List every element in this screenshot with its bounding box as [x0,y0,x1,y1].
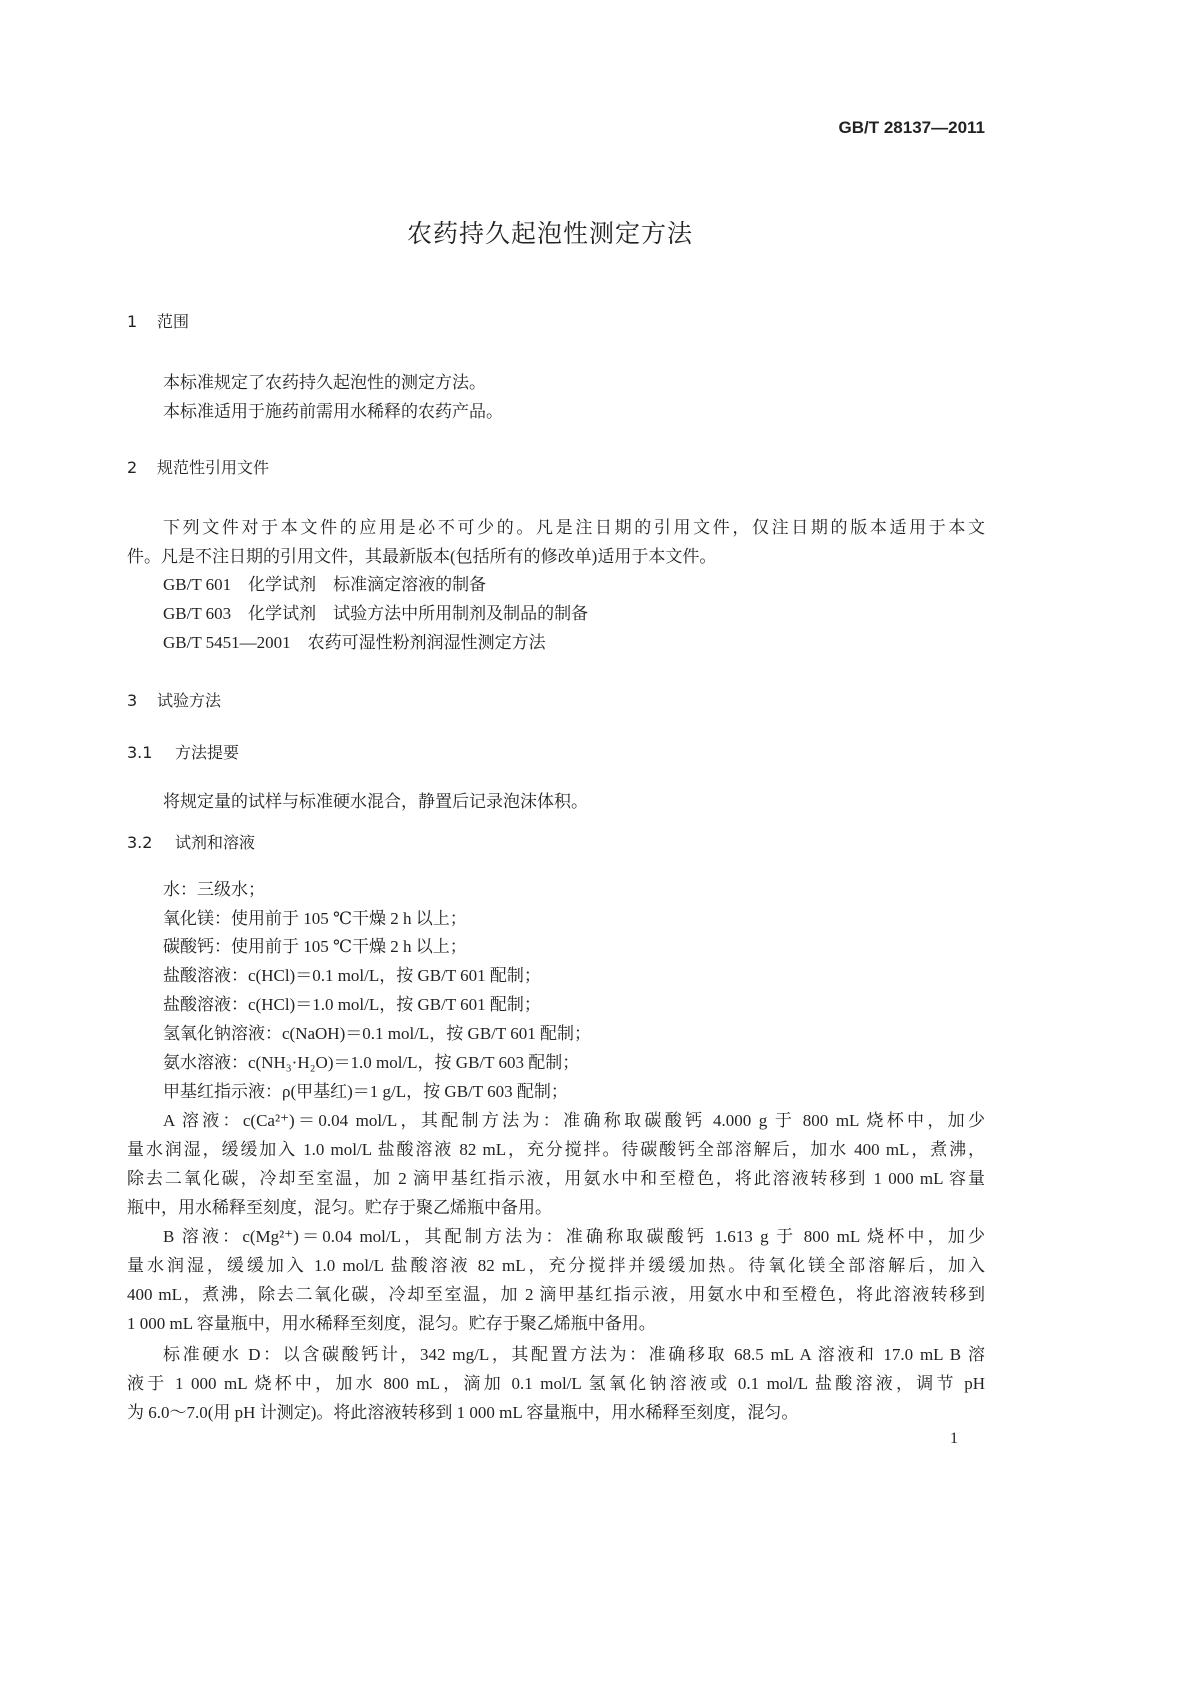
section-2-heading [127,455,269,478]
section-title: 方法提要 [175,743,240,762]
paragraph-line: 液于 1 000 mL 烧杯中，加水 800 mL，滴加 0.1 mol/L 氢氧化钠溶液或 0.1 mol/L 盐酸溶液，调节 pH [127,1374,985,1393]
paragraph-line: 将规定量的试样与标准硬水混合，静置后记录泡沫体积。 [163,792,588,811]
reagent-item: 水：三级水； [163,880,265,899]
paragraph-line: 下列文件对于本文件的应用是必不可少的。凡是注日期的引用文件，仅注日期的版本适用于本文 [163,518,985,537]
paragraph-line: 量水润湿，缓缓加入 1.0 mol/L 盐酸溶液 82 mL，充分搅拌并缓缓加热。待氧化镁全部溶解后，加入 [127,1256,985,1275]
standard-number: GB/T 28137—2011 [838,118,985,137]
reagent-item: 氢氧化钠溶液：c(NaOH)＝0.1 mol/L，按 GB/T 601 配制； [163,1024,591,1043]
paragraph-line: 为 6.0～7.0(用 pH 计测定)。将此溶液转移到 1 000 mL 容量瓶中，用水稀释至刻度，混匀。 [127,1403,799,1422]
reagent-item: 甲基红指示液：ρ(甲基红)＝1 g/L，按 GB/T 603 配制； [163,1082,568,1101]
paragraph-line: 本标准规定了农药持久起泡性的测定方法。 [163,373,486,392]
reagent-item: 盐酸溶液：c(HCl)＝0.1 mol/L，按 GB/T 601 配制； [163,966,541,985]
section-3-2-heading [127,830,255,853]
reagent-item: 氧化镁：使用前于 105 ℃干燥 2 h 以上； [163,909,467,928]
section-number: 3.1 [127,743,153,762]
section-number: 1 [127,312,138,331]
section-number: 3 [127,691,138,710]
paragraph-line: 本标准适用于施药前需用水稀释的农药产品。 [163,402,503,421]
section-number: 2 [127,458,138,477]
section-3-heading [127,688,221,711]
section-title: 范围 [157,312,190,331]
paragraph-line: 标准硬水 D：以含碳酸钙计，342 mg/L，其配置方法为：准确移取 68.5 mL A 溶液和 17.0 mL B 溶 [163,1345,985,1364]
section-title: 试剂和溶液 [175,833,256,852]
paragraph-line: 1 000 mL 容量瓶中，用水稀释至刻度，混匀。贮存于聚乙烯瓶中备用。 [127,1314,656,1333]
paragraph-line: A 溶液：c(Ca²⁺)＝0.04 mol/L，其配制方法为：准确称取碳酸钙 4.000 g 于 800 mL 烧杯中，加少 [163,1111,985,1130]
reference-item: GB/T 5451—2001 农药可湿性粉剂润湿性测定方法 [163,633,546,652]
section-3-1-heading [127,740,239,763]
reagent-item: 氨水溶液：c(NH₃·H₂O)＝1.0 mol/L，按 GB/T 603 配制； [163,1053,580,1072]
reference-item: GB/T 601 化学试剂 标准滴定溶液的制备 [163,575,487,594]
section-title: 规范性引用文件 [157,458,270,477]
paragraph-line: 瓶中，用水稀释至刻度，混匀。贮存于聚乙烯瓶中备用。 [127,1198,552,1217]
paragraph-line: B 溶液：c(Mg²⁺)＝0.04 mol/L，其配制方法为：准确称取碳酸钙 1.613 g 于 800 mL 烧杯中，加少 [163,1227,985,1246]
section-1-heading [127,309,189,332]
section-title: 试验方法 [157,691,222,710]
reagent-item: 碳酸钙：使用前于 105 ℃干燥 2 h 以上； [163,937,467,956]
page-title: 农药持久起泡性测定方法 [406,219,693,248]
reagent-item: 盐酸溶液：c(HCl)＝1.0 mol/L，按 GB/T 601 配制； [163,995,541,1014]
page-number: 1 [950,1430,958,1447]
paragraph-line: 400 mL，煮沸，除去二氧化碳，冷却至室温，加 2 滴甲基红指示液，用氨水中和至橙色，将此溶液转移到 [127,1285,985,1304]
reference-item: GB/T 603 化学试剂 试验方法中所用制剂及制品的制备 [163,604,589,623]
paragraph-line: 件。凡是不注日期的引用文件，其最新版本(包括所有的修改单)适用于本文件。 [127,547,717,566]
section-number: 3.2 [127,833,153,852]
paragraph-line: 量水润湿，缓缓加入 1.0 mol/L 盐酸溶液 82 mL，充分搅拌。待碳酸钙全部溶解后，加水 400 mL，煮沸， [127,1140,985,1159]
paragraph-line: 除去二氧化碳，冷却至室温，加 2 滴甲基红指示液，用氨水中和至橙色，将此溶液转移到 1 000 mL 容量 [127,1169,985,1188]
